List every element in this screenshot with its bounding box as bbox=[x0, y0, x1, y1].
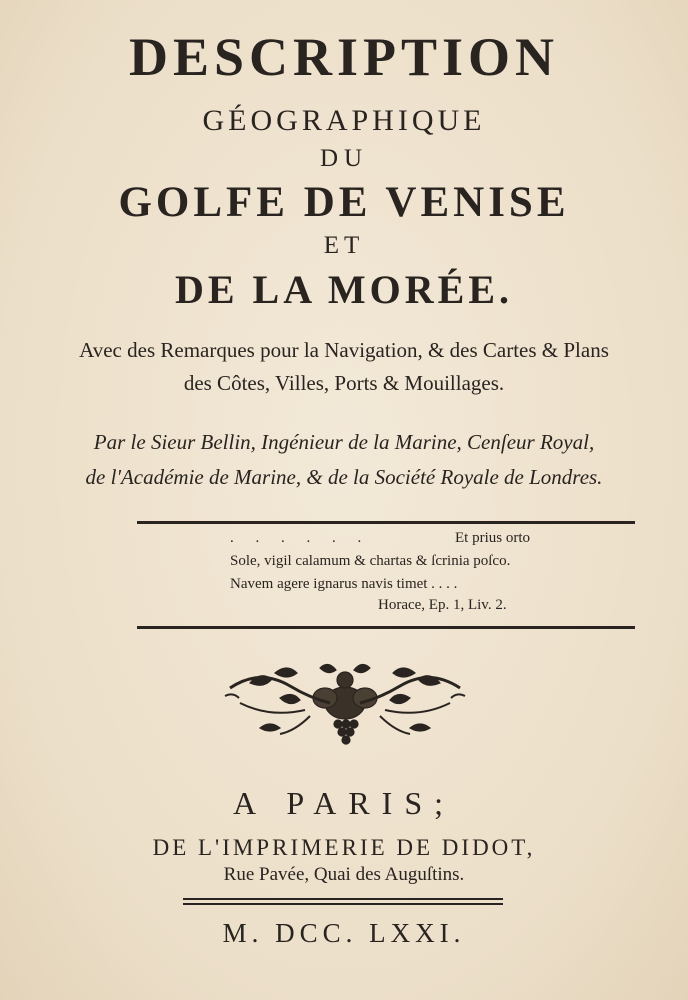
imprint-printer: DE L'IMPRIMERIE DE DIDOT, bbox=[152, 835, 536, 860]
title-line-et: ET bbox=[323, 232, 365, 259]
title-line-description: DESCRIPTION bbox=[128, 27, 560, 87]
epigraph-top-rule bbox=[137, 521, 635, 524]
date-top-rule-1 bbox=[183, 898, 503, 900]
subtitle-line-2: des Côtes, Villes, Ports & Mouillages. bbox=[183, 371, 505, 395]
author-line-1: Par le Sieur Bellin, Ingénieur de la Marine, Cenſeur Royal, bbox=[93, 430, 595, 454]
imprint-date: M. DCC. LXXI. bbox=[222, 918, 466, 948]
title-line-du: DU bbox=[319, 145, 369, 172]
floral-vignette-icon bbox=[220, 658, 470, 758]
author-line-2: de l'Académie de Marine, & de la Société Royale de Londres. bbox=[85, 465, 603, 489]
date-top-rule-2 bbox=[183, 903, 503, 905]
epigraph-dots: . . . . . . bbox=[230, 530, 371, 546]
title-line-moree: DE LA MORÉE. bbox=[174, 267, 514, 312]
epigraph-citation: Horace, Ep. 1, Liv. 2. bbox=[378, 597, 507, 613]
title-line-geographique: GÉOGRAPHIQUE bbox=[202, 104, 486, 137]
epigraph-line-2: Sole, vigil calamum & chartas & ſcrinia poſco. bbox=[230, 553, 511, 569]
epigraph-bottom-rule bbox=[137, 626, 635, 629]
imprint-city: A PARIS; bbox=[233, 785, 455, 821]
epigraph-text-1: Et prius orto bbox=[455, 530, 530, 546]
subtitle-line-1: Avec des Remarques pour la Navigation, & des Cartes & Plans bbox=[79, 338, 609, 362]
title-line-golfe: GOLFE DE VENISE bbox=[118, 179, 570, 226]
imprint-address: Rue Pavée, Quai des Auguſtins. bbox=[223, 864, 465, 885]
epigraph-line-3: Navem agere ignarus navis timet . . . . bbox=[230, 576, 458, 592]
